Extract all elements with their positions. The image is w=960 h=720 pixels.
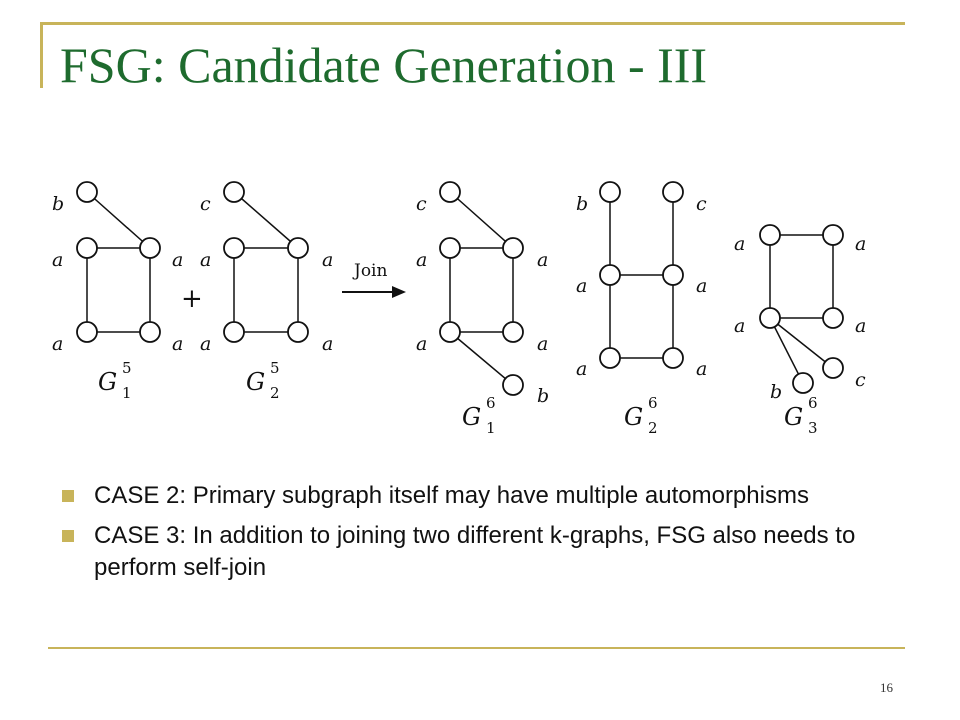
vertex-label: a (322, 249, 334, 271)
graph-g1-5 (52, 182, 183, 402)
graph-node (663, 182, 683, 202)
frame-top-rule (40, 22, 905, 25)
graph-node (224, 182, 244, 202)
graph-node (440, 182, 460, 202)
graph-node (600, 182, 620, 202)
graph-g3-6 (734, 225, 866, 437)
slide-title: FSG: Candidate Generation - III (60, 37, 708, 93)
vertex-label: a (696, 275, 708, 297)
frame-bottom-rule (48, 647, 905, 649)
graph-node (77, 322, 97, 342)
bullet-text: CASE 2: Primary subgraph itself may have multiple automorphisms (94, 482, 809, 509)
graph-node (224, 322, 244, 342)
graph-node (140, 238, 160, 258)
graph-node (600, 348, 620, 368)
plus-symbol: + (181, 284, 203, 314)
graph-node (760, 225, 780, 245)
vertex-label: c (200, 193, 211, 215)
vertex-label: b (52, 193, 65, 215)
square-bullet-icon (62, 530, 74, 542)
bullet-list (62, 480, 862, 592)
graph-g2-5 (200, 182, 333, 402)
vertex-label: a (576, 358, 588, 380)
graph-label-superscript: 6 (648, 394, 658, 412)
graph-label-subscript: 1 (486, 419, 496, 437)
graph-label: G (624, 403, 644, 431)
vertex-label: a (52, 249, 64, 271)
vertex-label: c (416, 193, 427, 215)
graph-label-subscript: 2 (270, 384, 280, 402)
graph-node (503, 322, 523, 342)
square-bullet-icon (62, 490, 74, 502)
graph-node (140, 322, 160, 342)
vertex-label: b (770, 381, 783, 403)
graph-label-superscript: 6 (486, 394, 496, 412)
arrowhead-icon (392, 286, 406, 298)
graph-node (823, 358, 843, 378)
graph-label: G (462, 403, 482, 431)
vertex-label: a (734, 233, 746, 255)
graph-node (503, 375, 523, 395)
graph-node (440, 238, 460, 258)
graph-node (77, 238, 97, 258)
vertex-label: a (855, 315, 867, 337)
graph-node (663, 265, 683, 285)
frame-left-rule (40, 22, 43, 88)
graph-node (288, 238, 308, 258)
join-arrow (342, 261, 406, 298)
graph-node (823, 225, 843, 245)
vertex-label: a (537, 249, 549, 271)
graph-node (600, 265, 620, 285)
graph-g1-6 (416, 182, 549, 437)
graph-node (793, 373, 813, 393)
vertex-label: a (416, 249, 428, 271)
bullet-text: CASE 3: In addition to joining two different k-graphs, FSG also needs to perform self-join (94, 522, 856, 581)
bullet-item (62, 480, 862, 512)
graph-label-subscript: 2 (648, 419, 658, 437)
vertex-label: c (696, 193, 707, 215)
graph-label-superscript: 5 (270, 359, 280, 377)
page-number: 16 (880, 680, 893, 695)
graph-node (823, 308, 843, 328)
vertex-label: b (576, 193, 589, 215)
vertex-label: a (200, 333, 212, 355)
vertex-label: a (172, 333, 184, 355)
vertex-label: b (537, 385, 550, 407)
graph-label: G (246, 368, 266, 396)
graph-node (224, 238, 244, 258)
graph-label-subscript: 1 (122, 384, 132, 402)
graph-node (440, 322, 460, 342)
join-label: Join (354, 261, 388, 281)
graph-node (288, 322, 308, 342)
vertex-label: c (855, 369, 866, 391)
vertex-label: a (734, 315, 746, 337)
graph-label-subscript: 3 (808, 419, 818, 437)
vertex-label: a (172, 249, 184, 271)
vertex-label: a (52, 333, 64, 355)
graph-node (503, 238, 523, 258)
vertex-label: a (416, 333, 428, 355)
bullet-item (62, 520, 862, 584)
graph-label: G (98, 368, 118, 396)
graph-join-diagram (40, 170, 880, 450)
graph-node (77, 182, 97, 202)
vertex-label: a (855, 233, 867, 255)
vertex-label: a (200, 249, 212, 271)
graph-label: G (784, 403, 804, 431)
graph-label-superscript: 6 (808, 394, 818, 412)
graph-g2-6 (576, 182, 707, 437)
vertex-label: a (537, 333, 549, 355)
graph-node (760, 308, 780, 328)
graph-label-superscript: 5 (122, 359, 132, 377)
vertex-label: a (576, 275, 588, 297)
graph-node (663, 348, 683, 368)
vertex-label: a (322, 333, 334, 355)
vertex-label: a (696, 358, 708, 380)
